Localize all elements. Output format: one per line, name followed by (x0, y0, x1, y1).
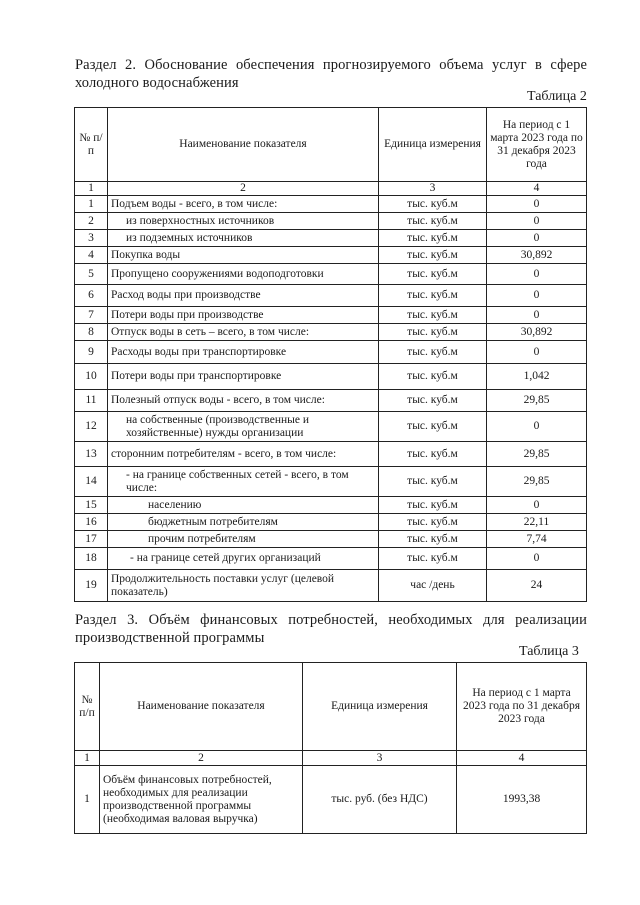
row-name: Потери воды при транспортировке (108, 364, 379, 390)
row-name: Полезный отпуск воды - всего, в том числе: (108, 390, 379, 412)
row-value: 0 (487, 307, 587, 324)
header-num: № п/п (75, 108, 108, 182)
row-unit: тыс. куб.м (379, 285, 487, 307)
row-num: 12 (75, 412, 108, 442)
row-num: 13 (75, 442, 108, 467)
row-unit: тыс. куб.м (379, 548, 487, 570)
row-value: 0 (487, 341, 587, 364)
header-period: На период с 1 марта 2023 года по 31 декабря 2023 года (487, 108, 587, 182)
row-num: 18 (75, 548, 108, 570)
col-number: 2 (100, 751, 303, 766)
row-value: 29,85 (487, 442, 587, 467)
table-row (75, 390, 587, 412)
col-number: 4 (457, 751, 587, 766)
row-unit: тыс. куб.м (379, 213, 487, 230)
row-name: из подземных источников (108, 230, 379, 247)
table-row (75, 497, 587, 514)
row-value: 29,85 (487, 390, 587, 412)
table-row (75, 570, 587, 602)
table-row (75, 230, 587, 247)
row-name: Покупка воды (108, 247, 379, 264)
table-3-header-row (75, 663, 587, 751)
row-num: 9 (75, 341, 108, 364)
row-value: 0 (487, 213, 587, 230)
row-unit: тыс. куб.м (379, 514, 487, 531)
table-2 (74, 107, 587, 602)
row-value: 0 (487, 264, 587, 285)
table-row (75, 412, 587, 442)
table-2-label: Таблица 2 (527, 89, 587, 104)
table-row (75, 285, 587, 307)
row-unit: тыс. куб.м (379, 264, 487, 285)
row-name: - на границе собственных сетей - всего, в том числе: (108, 467, 379, 497)
row-name: Подъем воды - всего, в том числе: (108, 196, 379, 213)
row-name: Расход воды при производстве (108, 285, 379, 307)
row-name: прочим потребителям (108, 531, 379, 548)
row-value: 30,892 (487, 247, 587, 264)
table-row (75, 341, 587, 364)
row-name: на собственные (производственные и хозяйственные) нужды организации (108, 412, 379, 442)
row-name: бюджетным потребителям (108, 514, 379, 531)
table-row (75, 324, 587, 341)
row-num: 4 (75, 247, 108, 264)
row-num: 7 (75, 307, 108, 324)
row-num: 8 (75, 324, 108, 341)
row-num: 17 (75, 531, 108, 548)
row-unit: тыс. руб. (без НДС) (303, 766, 457, 834)
row-value: 24 (487, 570, 587, 602)
row-value: 7,74 (487, 531, 587, 548)
row-value: 29,85 (487, 467, 587, 497)
row-num: 15 (75, 497, 108, 514)
row-value: 0 (487, 230, 587, 247)
row-name: Продолжительность поставки услуг (целевой показатель) (108, 570, 379, 602)
col-number: 2 (108, 182, 379, 196)
row-name: из поверхностных источников (108, 213, 379, 230)
table-row (75, 531, 587, 548)
row-unit: тыс. куб.м (379, 196, 487, 213)
table-3 (74, 662, 587, 834)
table-2-column-numbers (75, 182, 587, 196)
table-row (75, 442, 587, 467)
row-num: 11 (75, 390, 108, 412)
row-value: 1993,38 (457, 766, 587, 834)
row-unit: тыс. куб.м (379, 307, 487, 324)
table-row (75, 196, 587, 213)
row-unit: тыс. куб.м (379, 230, 487, 247)
row-num: 19 (75, 570, 108, 602)
row-value: 0 (487, 497, 587, 514)
row-name: Потери воды при производстве (108, 307, 379, 324)
header-period: На период с 1 марта 2023 года по 31 декабря 2023 года (457, 663, 587, 751)
row-unit: тыс. куб.м (379, 247, 487, 264)
row-unit: тыс. куб.м (379, 467, 487, 497)
row-num: 1 (75, 196, 108, 213)
row-name: Объём финансовых потребностей, необходимых для реализации производственной программы (необходимая валовая выручка) (100, 766, 303, 834)
row-unit: тыс. куб.м (379, 364, 487, 390)
row-value: 22,11 (487, 514, 587, 531)
col-number: 4 (487, 182, 587, 196)
row-name: Пропущено сооружениями водоподготовки (108, 264, 379, 285)
row-name: - на границе сетей других организаций (108, 548, 379, 570)
header-num: № п/п (75, 663, 100, 751)
header-name: Наименование показателя (100, 663, 303, 751)
row-num: 3 (75, 230, 108, 247)
row-name: населению (108, 497, 379, 514)
header-name: Наименование показателя (108, 108, 379, 182)
row-unit: тыс. куб.м (379, 324, 487, 341)
col-number: 1 (75, 751, 100, 766)
row-name: сторонним потребителям - всего, в том числе: (108, 442, 379, 467)
row-num: 16 (75, 514, 108, 531)
row-unit: тыс. куб.м (379, 412, 487, 442)
row-unit: тыс. куб.м (379, 341, 487, 364)
row-num: 10 (75, 364, 108, 390)
col-number: 3 (379, 182, 487, 196)
row-num: 2 (75, 213, 108, 230)
header-unit: Единица измерения (303, 663, 457, 751)
row-name: Отпуск воды в сеть – всего, в том числе: (108, 324, 379, 341)
table-3-label: Таблица 3 (519, 644, 579, 659)
row-num: 5 (75, 264, 108, 285)
row-value: 30,892 (487, 324, 587, 341)
row-unit: тыс. куб.м (379, 531, 487, 548)
row-value: 0 (487, 548, 587, 570)
col-number: 3 (303, 751, 457, 766)
table-row (75, 548, 587, 570)
table-3-column-numbers (75, 751, 587, 766)
table-row (75, 514, 587, 531)
row-unit: час /день (379, 570, 487, 602)
table-row (75, 766, 587, 834)
table-row (75, 213, 587, 230)
section-2-heading: Раздел 2. Обоснование обеспечения прогнозируемого объема услуг в сфере холодного водоснабжения (75, 57, 587, 91)
col-number: 1 (75, 182, 108, 196)
row-num: 6 (75, 285, 108, 307)
table-row (75, 467, 587, 497)
row-name: Расходы воды при транспортировке (108, 341, 379, 364)
table-row (75, 247, 587, 264)
table-row (75, 364, 587, 390)
table-row (75, 264, 587, 285)
row-num: 14 (75, 467, 108, 497)
table-row (75, 307, 587, 324)
row-unit: тыс. куб.м (379, 497, 487, 514)
row-value: 0 (487, 285, 587, 307)
row-unit: тыс. куб.м (379, 442, 487, 467)
header-unit: Единица измерения (379, 108, 487, 182)
row-num: 1 (75, 766, 100, 834)
row-value: 0 (487, 196, 587, 213)
row-unit: тыс. куб.м (379, 390, 487, 412)
row-value: 0 (487, 412, 587, 442)
table-2-header-row (75, 108, 587, 182)
section-3-heading: Раздел 3. Объём финансовых потребностей, необходимых для реализации производственной программы (75, 612, 587, 646)
row-value: 1,042 (487, 364, 587, 390)
